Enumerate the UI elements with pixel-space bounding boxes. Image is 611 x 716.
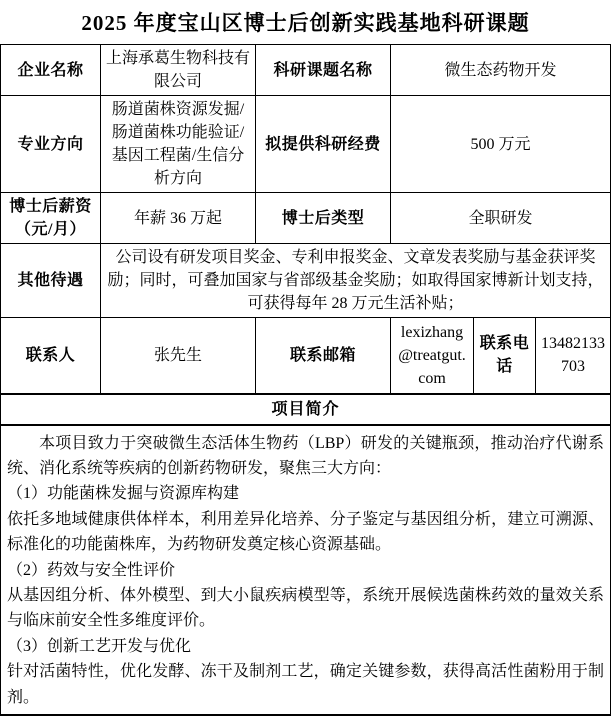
postdoc-type-value: 全职研发 [391, 193, 611, 244]
brief-paragraph: （3）创新工艺开发与优化 [7, 637, 192, 655]
brief-body [1, 425, 611, 715]
brief-paragraph: 从基因组分析、体外模型、到大小鼠疾病模型等，系统开展候选菌株药效的量效关系与临床前安全性多维度评价。 [7, 586, 605, 630]
page-title: 2025 年度宝山区博士后创新实践基地科研课题 [81, 11, 530, 35]
brief-header: 项目简介 [1, 394, 611, 425]
company-value: 上海承葛生物科技有限公司 [101, 45, 256, 96]
postdoc-type-label: 博士后类型 [256, 193, 391, 244]
funding-value: 500 万元 [391, 96, 611, 193]
row-brief-body [1, 425, 611, 715]
row-contact [1, 318, 611, 394]
contact-value: 张先生 [101, 318, 256, 394]
email-label: 联系邮箱 [256, 318, 391, 394]
phone-label: 联系电话 [474, 318, 536, 394]
phone-value: 13482133703 [536, 318, 611, 394]
benefits-value: 公司设有研发项目奖金、专利申报奖金、文章发表奖励与基金获评奖励；同时，可叠加国家与省部级基金奖励；如取得国家博新计划支持，可获得每年 28 万元生活补贴； [101, 244, 611, 318]
major-value: 肠道菌株资源发掘/肠道菌株功能验证/基因工程菌/生信分析方向 [101, 96, 256, 193]
row-brief-header [1, 394, 611, 425]
brief-paragraph: 针对活菌特性，优化发酵、冻干及制剂工艺，确定关键参数，获得高活性菌粉用于制剂。 [7, 663, 605, 706]
topic-value: 微生态药物开发 [391, 45, 611, 96]
funding-label: 拟提供科研经费 [256, 96, 391, 193]
brief-paragraph: （1）功能菌株发掘与资源库构建 [7, 485, 240, 503]
project-info-table [0, 44, 611, 716]
benefits-label: 其他待遇 [1, 244, 101, 318]
email-value: lexizhang@treatgut.com [391, 318, 474, 394]
contact-label: 联系人 [1, 318, 101, 394]
brief-paragraph: （2）药效与安全性评价 [7, 561, 176, 579]
brief-paragraph: 本项目致力于突破微生态活体生物药（LBP）研发的关键瓶颈，推动治疗代谢系统、消化系统等疾病的创新药物研发，聚焦三大方向： [7, 434, 605, 477]
major-label: 专业方向 [1, 96, 101, 193]
row-salary [1, 193, 611, 244]
row-benefits [1, 244, 611, 318]
company-label: 企业名称 [1, 45, 101, 96]
salary-value: 年薪 36 万起 [101, 193, 256, 244]
row-company [1, 45, 611, 96]
salary-label: 博士后薪资（元/月） [1, 193, 101, 244]
brief-paragraph: 依托多地域健康供体样本，利用差异化培养、分子鉴定与基因组分析，建立可溯源、标准化的功能菌株库，为药物研发奠定核心资源基础。 [7, 510, 605, 554]
row-major [1, 96, 611, 193]
topic-label: 科研课题名称 [256, 45, 391, 96]
